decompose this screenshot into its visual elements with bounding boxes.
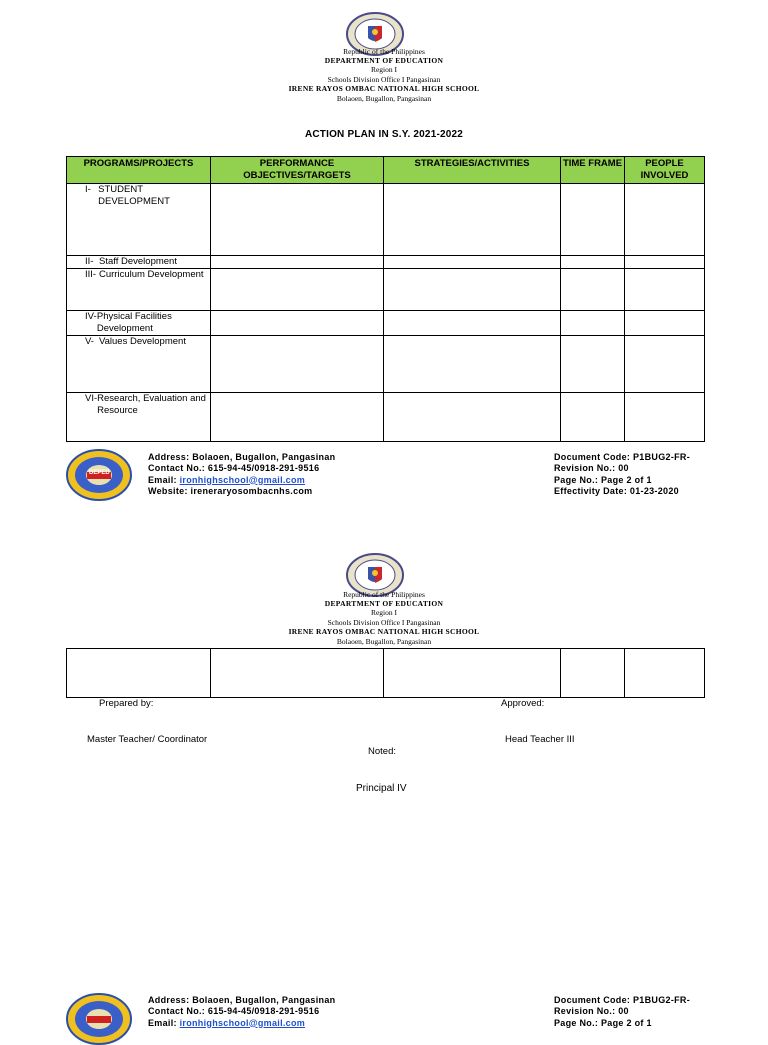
table-row: [67, 269, 705, 311]
program-cell: [67, 184, 211, 256]
table-row: [67, 393, 705, 442]
row-number: II-: [85, 256, 94, 267]
footer-email-label: Email:: [148, 474, 180, 485]
head-teacher-label: Head Teacher III: [505, 734, 575, 745]
header-line-address: Bolaoen, Bugallon, Pangasinan: [336, 94, 432, 103]
objectives-cell[interactable]: [211, 184, 384, 256]
strategies-cell[interactable]: [384, 393, 561, 442]
row-label: Staff Development: [99, 256, 177, 267]
school-logo-label: DEPED: [89, 470, 110, 476]
row-label: Research, Evaluation and Resource: [97, 393, 206, 416]
strategies-cell[interactable]: [384, 311, 561, 336]
col-header-people: PEOPLE INVOLVED: [625, 157, 705, 184]
people-cell[interactable]: [625, 256, 705, 269]
table-row: [67, 311, 705, 336]
footer-effectivity: Effectivity Date: 01-23-2020: [554, 485, 679, 496]
table-row: [67, 336, 705, 393]
footer-address: Address: Bolaoen, Bugallon, Pangasinan: [148, 995, 336, 1005]
time-frame-cell[interactable]: [561, 311, 625, 336]
noted-label: Noted:: [368, 746, 396, 757]
header-line-deped: DEPARTMENT OF EDUCATION: [324, 56, 444, 65]
header-line-republic: Republic of the Philippines: [343, 590, 425, 599]
school-logo-icon: [66, 993, 132, 1045]
footer-revision: Revision No.: 00: [554, 1006, 629, 1017]
action-plan-table: [66, 156, 705, 442]
footer-contact-block: [148, 452, 335, 497]
col-header-programs: PROGRAMS/PROJECTS: [67, 157, 211, 184]
people-cell[interactable]: [625, 393, 705, 442]
time-frame-cell[interactable]: [561, 649, 625, 698]
header-line-deped: DEPARTMENT OF EDUCATION: [324, 599, 444, 608]
objectives-cell[interactable]: [211, 336, 384, 393]
col-header-objectives: PERFORMANCE OBJECTIVES/TARGETS: [211, 157, 384, 184]
row-label: Values Development: [99, 336, 186, 347]
row-number: VI-: [85, 393, 98, 404]
table-row: [67, 256, 705, 269]
row-number: III-: [85, 269, 97, 280]
header-line-region: Region I: [370, 608, 398, 617]
footer-page: Page No.: Page 2 of 1: [554, 474, 652, 485]
footer-doc-code: Document Code: P1BUG2-FR-: [554, 452, 691, 462]
footer-doc-code: Document Code: P1BUG2-FR-: [554, 995, 691, 1005]
time-frame-cell[interactable]: [561, 256, 625, 269]
col-header-time-frame: TIME FRAME: [561, 157, 625, 184]
approved-label: Approved:: [501, 698, 545, 709]
footer-page: Page No.: Page 2 of 1: [554, 1017, 652, 1028]
row-label: Curriculum Development: [99, 269, 204, 280]
footer-revision: Revision No.: 00: [554, 463, 629, 474]
col-header-strategies: STRATEGIES/ACTIVITIES: [384, 157, 561, 184]
action-plan-table-continued: [66, 648, 705, 698]
table-row: [67, 184, 705, 256]
strategies-cell[interactable]: [384, 269, 561, 311]
principal-label: Principal IV: [356, 783, 407, 794]
footer-contact: Contact No.: 615-94-45/0918-291-9516: [148, 463, 320, 474]
row-number: I-: [85, 184, 91, 195]
row-number: IV-: [85, 311, 97, 322]
objectives-cell[interactable]: [211, 311, 384, 336]
footer-contact: Contact No.: 615-94-45/0918-291-9516: [148, 1006, 320, 1017]
table-row: [67, 649, 705, 698]
program-cell: [67, 311, 211, 336]
master-teacher-label: Master Teacher/ Coordinator: [87, 734, 208, 745]
objectives-cell[interactable]: [211, 393, 384, 442]
program-cell: [67, 256, 211, 269]
time-frame-cell[interactable]: [561, 269, 625, 311]
header-line-division: Schools Division Office I Pangasinan: [327, 75, 441, 84]
objectives-cell[interactable]: [211, 649, 384, 698]
footer-email-line: [148, 1018, 335, 1029]
people-cell[interactable]: [625, 269, 705, 311]
footer-email-link[interactable]: ironhighschool@gmail.com: [179, 1017, 306, 1028]
strategies-cell[interactable]: [384, 336, 561, 393]
header-line-division: Schools Division Office I Pangasinan: [327, 618, 441, 627]
footer-email-label: Email:: [148, 1017, 180, 1028]
row-label: Physical Facilities Development: [96, 311, 172, 334]
table-header-row: [67, 157, 705, 184]
row-number: V-: [85, 336, 94, 347]
time-frame-cell[interactable]: [561, 184, 625, 256]
objectives-cell[interactable]: [211, 256, 384, 269]
people-cell[interactable]: [625, 311, 705, 336]
header-line-republic: Republic of the Philippines: [343, 47, 425, 56]
prepared-by-label: Prepared by:: [99, 698, 154, 709]
footer-doc-block: [554, 452, 690, 497]
objectives-cell[interactable]: [211, 269, 384, 311]
footer-email-line: [148, 475, 335, 486]
footer-address: Address: Bolaoen, Bugallon, Pangasinan: [148, 452, 336, 462]
program-cell[interactable]: [67, 649, 211, 698]
footer-email-link[interactable]: ironhighschool@gmail.com: [179, 474, 306, 485]
page-title: ACTION PLAN IN S.Y. 2021-2022: [304, 129, 464, 140]
people-cell[interactable]: [625, 649, 705, 698]
people-cell[interactable]: [625, 184, 705, 256]
program-cell: [67, 269, 211, 311]
row-label: STUDENT DEVELOPMENT: [98, 184, 170, 207]
header-line-address: Bolaoen, Bugallon, Pangasinan: [336, 637, 432, 646]
program-cell: [67, 393, 211, 442]
header-line-region: Region I: [370, 65, 398, 74]
people-cell[interactable]: [625, 336, 705, 393]
footer-website: Website: ireneraryosombacnhs.com: [148, 485, 313, 496]
header-line-school: IRENE RAYOS OMBAC NATIONAL HIGH SCHOOL: [288, 627, 480, 636]
program-cell: [67, 336, 211, 393]
time-frame-cell[interactable]: [561, 336, 625, 393]
strategies-cell[interactable]: [384, 649, 561, 698]
time-frame-cell[interactable]: [561, 393, 625, 442]
header-line-school: IRENE RAYOS OMBAC NATIONAL HIGH SCHOOL: [288, 84, 480, 93]
strategies-cell[interactable]: [384, 184, 561, 256]
strategies-cell[interactable]: [384, 256, 561, 269]
